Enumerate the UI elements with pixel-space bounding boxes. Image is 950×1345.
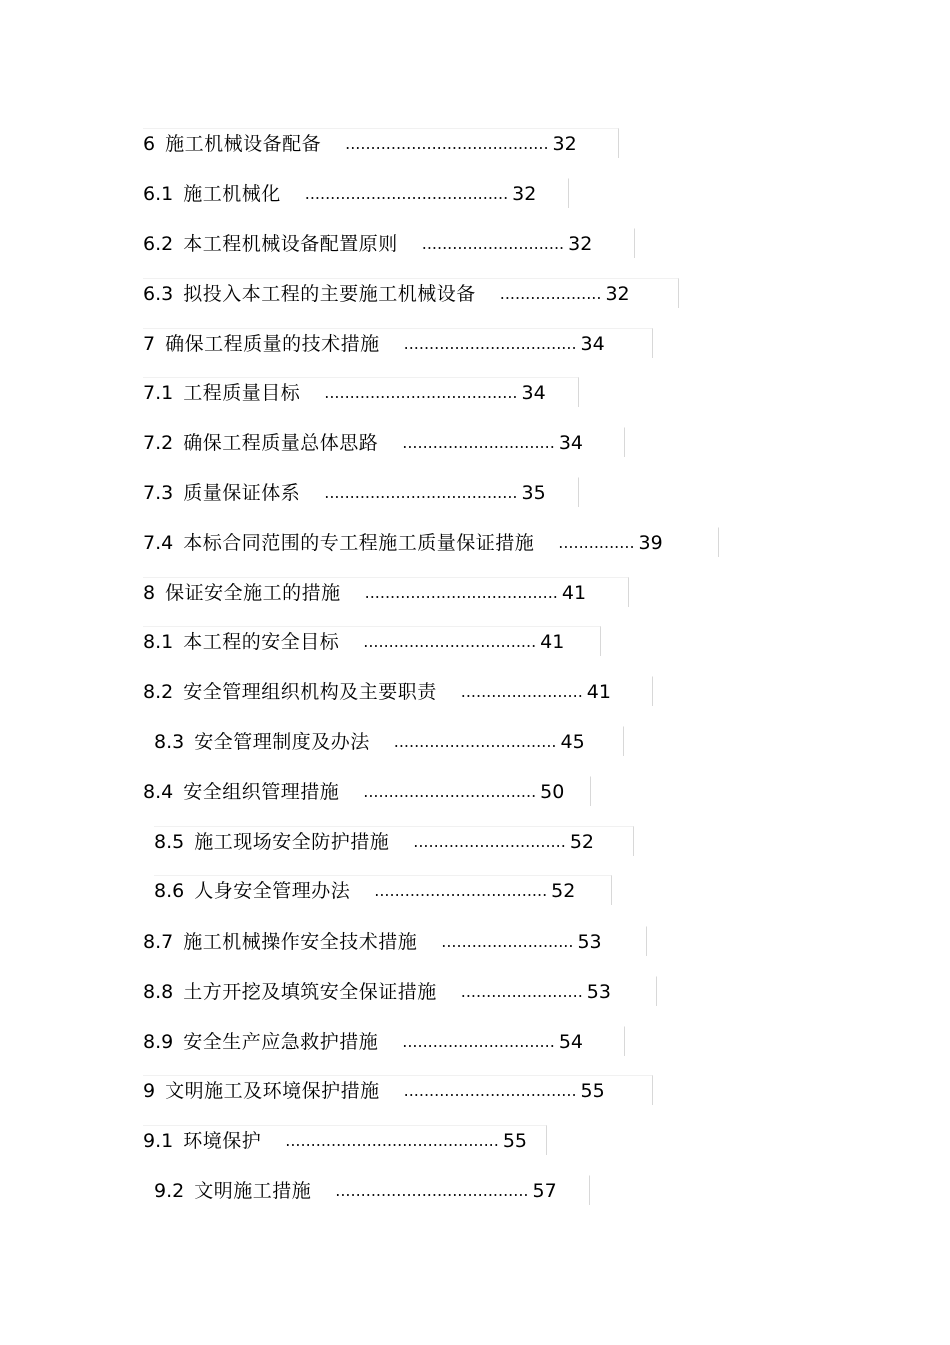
toc-entry-7-2[interactable] (143, 427, 625, 457)
toc-number: 9.1 (143, 1129, 174, 1152)
toc-title: 本工程机械设备配置原则 (183, 232, 398, 255)
toc-number: 6.1 (143, 182, 174, 205)
toc-entry-9-1[interactable] (143, 1125, 547, 1155)
toc-title: 质量保证体系 (183, 481, 301, 504)
toc-entry-7-1[interactable] (143, 377, 579, 407)
toc-title: 确保工程质量总体思路 (183, 431, 379, 454)
toc-leader-dots: ...................................... (364, 582, 558, 602)
toc-page-number: 53 (586, 980, 611, 1003)
toc-entry-8-3[interactable] (154, 726, 624, 756)
toc-page-number: 41 (540, 630, 565, 653)
toc-page-number: 32 (512, 182, 537, 205)
toc-number: 8.4 (143, 780, 174, 803)
toc-entry-7-4[interactable] (143, 527, 719, 557)
toc-number: 6.2 (143, 232, 174, 255)
toc-leader-dots: .................................. (374, 880, 548, 900)
toc-page-number: 41 (561, 581, 587, 604)
toc-page-number: 34 (521, 381, 546, 404)
toc-page-number: 52 (551, 879, 576, 902)
toc-leader-dots: .................................. (363, 781, 537, 801)
toc-entry-7[interactable] (143, 328, 653, 358)
toc-number: 9.2 (154, 1179, 185, 1202)
toc-title: 土方开挖及填筑安全保证措施 (183, 980, 437, 1003)
toc-entry-9[interactable] (143, 1075, 653, 1105)
toc-entry-8-8[interactable] (143, 976, 657, 1006)
toc-title: 确保工程质量的技术措施 (165, 332, 380, 355)
toc-number: 8.9 (143, 1030, 174, 1053)
toc-title: 本标合同范围的专工程施工质量保证措施 (183, 531, 535, 554)
toc-leader-dots: ........................ (460, 981, 583, 1001)
toc-leader-dots: .............................. (402, 432, 555, 452)
toc-page-number: 32 (568, 232, 593, 255)
toc-leader-dots: .............................. (402, 1031, 555, 1051)
toc-title: 环境保护 (183, 1129, 262, 1152)
toc-entry-7-3[interactable] (143, 477, 579, 507)
toc-number: 8.1 (143, 630, 174, 653)
toc-page-number: 32 (605, 282, 630, 305)
toc-number: 7 (143, 332, 156, 355)
toc-number: 9 (143, 1079, 156, 1102)
toc-number: 8.6 (154, 879, 185, 902)
toc-page-number: 34 (580, 332, 605, 355)
toc-leader-dots: ...................................... (324, 382, 518, 402)
toc-number: 8.5 (154, 830, 185, 853)
toc-number: 8.7 (143, 930, 174, 953)
toc-leader-dots: .......................................... (285, 1130, 499, 1150)
toc-number: 8 (143, 581, 156, 604)
toc-number: 6.3 (143, 282, 174, 305)
toc-leader-dots: .................... (499, 283, 602, 303)
toc-entry-6-2[interactable] (143, 228, 635, 258)
toc-page-number: 50 (540, 780, 565, 803)
toc-title: 施工机械化 (183, 182, 281, 205)
toc-title: 保证安全施工的措施 (165, 581, 341, 604)
toc-title: 安全管理组织机构及主要职责 (183, 680, 437, 703)
toc-number: 8.8 (143, 980, 174, 1003)
toc-page-number: 53 (577, 930, 602, 953)
toc-number: 7.3 (143, 481, 174, 504)
toc-title: 施工机械操作安全技术措施 (183, 930, 418, 953)
toc-entry-8[interactable] (143, 577, 629, 607)
toc-page-number: 55 (580, 1079, 605, 1102)
toc-number: 7.4 (143, 531, 174, 554)
toc-leader-dots: ........................................ (345, 133, 549, 153)
toc-leader-dots: .................................. (403, 333, 577, 353)
toc-number: 8.3 (154, 730, 185, 753)
toc-entry-8-2[interactable] (143, 676, 653, 706)
toc-title: 人身安全管理办法 (194, 879, 351, 902)
toc-entry-8-9[interactable] (143, 1026, 625, 1056)
toc-page-number: 34 (558, 431, 583, 454)
toc-leader-dots: ............................ (421, 233, 565, 253)
toc-entry-9-2[interactable] (154, 1175, 590, 1205)
toc-leader-dots: ...................................... (324, 482, 518, 502)
toc-page-number: 32 (552, 132, 577, 155)
toc-leader-dots: ............... (558, 532, 635, 552)
toc-title: 文明施工措施 (194, 1179, 312, 1202)
toc-entry-6[interactable] (143, 128, 619, 158)
toc-entry-8-7[interactable] (143, 926, 647, 956)
toc-entry-8-1[interactable] (143, 626, 601, 656)
toc-title: 安全组织管理措施 (183, 780, 340, 803)
toc-number: 8.2 (143, 680, 174, 703)
toc-title: 拟投入本工程的主要施工机械设备 (183, 282, 476, 305)
toc-page-number: 57 (532, 1179, 557, 1202)
toc-leader-dots: .................................. (403, 1080, 577, 1100)
toc-title: 本工程的安全目标 (183, 630, 340, 653)
toc-leader-dots: .................................. (363, 631, 537, 651)
toc-leader-dots: ........................................ (304, 183, 509, 203)
toc-entry-6-3[interactable] (143, 278, 679, 308)
toc-entry-8-5[interactable] (154, 826, 634, 856)
toc-page-number: 55 (502, 1129, 528, 1152)
toc-number: 6 (143, 132, 156, 155)
toc-number: 7.2 (143, 431, 174, 454)
toc-page-number: 45 (560, 730, 585, 753)
toc-entry-6-1[interactable] (143, 178, 569, 208)
toc-leader-dots: ................................ (393, 731, 557, 751)
toc-title: 施工现场安全防护措施 (194, 830, 390, 853)
toc-page-number: 52 (569, 830, 594, 853)
toc-title: 施工机械设备配备 (165, 132, 322, 155)
toc-page-number: 54 (558, 1030, 583, 1053)
toc-page-number: 35 (521, 481, 546, 504)
toc-page-number: 41 (586, 680, 611, 703)
toc-page-number: 39 (638, 531, 663, 554)
toc-number: 7.1 (143, 381, 174, 404)
toc-title: 安全管理制度及办法 (194, 730, 370, 753)
toc-title: 工程质量目标 (183, 381, 301, 404)
toc-title: 安全生产应急救护措施 (183, 1030, 379, 1053)
toc-entry-8-4[interactable] (143, 776, 591, 806)
toc-leader-dots: ...................................... (335, 1180, 529, 1200)
toc-entry-8-6[interactable] (154, 875, 612, 905)
toc-leader-dots: ........................ (460, 681, 583, 701)
toc-leader-dots: .......................... (441, 931, 574, 951)
toc-title: 文明施工及环境保护措施 (165, 1079, 380, 1102)
toc-leader-dots: .............................. (413, 831, 566, 851)
